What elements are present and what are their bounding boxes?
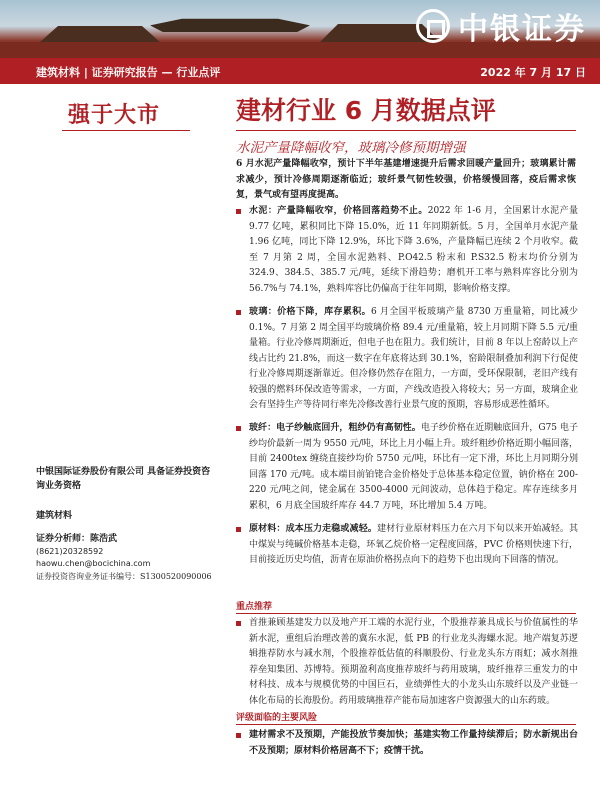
brand-name: 中银证券 [458,12,586,47]
bullet-picks [236,616,578,709]
bullet-lead: 原材料：成本压力走稳或减轻。 [249,524,377,534]
certificate-number: 证券投资咨询业务证书编号：S1300520090006 [36,572,212,581]
bullet-square-icon [236,209,241,214]
header-bar [0,58,600,84]
bullet-square-icon [236,310,241,315]
bullet-lead: 玻璃：价格下降，库存累积。 [249,307,372,317]
bullet-glass [236,305,578,414]
section-title: 评级面临的主要风险 [236,713,318,723]
bullet-risks [236,728,578,759]
divider [236,130,576,131]
boc-logo-icon [416,9,450,43]
bullet-square-icon [236,426,241,431]
analyst-name: 证券分析师：陈浩武 [36,534,118,544]
divider [62,130,190,131]
bullet-cement [236,204,578,297]
bullet-square-icon [236,527,241,532]
bullet-materials [236,522,578,569]
bullet-text: 6 月全国平板玻璃产量 8730 万重量箱，同比减少 0.1%。7 月第 2 周全国平均玻璃价格 89.4 元/重量箱，较上月同期下降 5.5 元/重量箱。行业冷修周期渐近，但电子也在阻力。我们统计，目前 8 年以上窑龄以上产线占比约 21.8%，而这一数字在年底将达到 30.1%，窑龄限制叠加利润下行促使行业冷修周期逐渐靠近。但冷修仍然存在阻力，一方面，受环保限制，老旧产线有较强的燃料环保改造等需求，一方面，产线改造投入将较大；另一方面，玻璃企业会有坚持生产等待同行率先冷修改善行业景气度的预期，容易形成恶性循环。 [249,307,578,410]
palace-roof-left [40,26,160,42]
divider [236,724,576,725]
bullet-lead: 水泥：产量降幅收窄，价格回落趋势不止。 [249,206,428,216]
sector-label: 建筑材料 [36,511,73,521]
rating: 强于大市 [68,103,161,128]
bullet-text: 电子纱价格在近期触底回升，G75 电子纱均价最新一周为 9550 元/吨，环比上月小幅上升。玻纤粗纱价格近期小幅回落，目前 2400tex 缠绕直接纱均价 5750 元/吨，环比有一定下滑，环比上月同期分别回落 170 元/吨。成本端目前铂铑合金价格处于总体基本稳定位置，钠价格在 200-220 元/吨之间，铑金属在 3500-4000 元间波动，总体趋于稳定。库存连续多月累积，6 月底全国玻纤库存 44.7 万吨，环比增加 5.4 万吨。 [249,423,578,511]
bullet-text: 建材行业原材料压力在六月下旬以来开始减轻。其中煤炭与纯碱价格基本走稳，环氧乙烷价格一定程度回落，PVC 价格则快速下行，目前接近历史均值，沥青在原油价格拐点向下的趋势下也出现向下回落的情况。 [249,524,578,565]
bullet-text: 建材需求不及预期，产能投放节奏加快；基建实物工作量持续滞后；防水新规出台不及预期；原材料价格居高不下；疫情干扰。 [249,730,578,756]
report-date: 2022 年 7 月 17 日 [480,66,586,79]
bullet-square-icon [236,621,241,626]
divider [236,613,576,614]
brand [416,4,586,48]
report-category: 建筑材料 | 证券研究报告 — 行业点评 [36,66,221,79]
section-title: 重点推荐 [236,602,273,612]
bullet-fiberglass [236,421,578,514]
analyst-phone: (8621)20328592 [36,547,104,556]
firm-name: 中银国际证券股份有限公司 具备证券投资咨询业务资格 [36,467,211,491]
page-title: 建材行业 6 月数据点评 [236,96,496,125]
bullet-square-icon [236,733,241,738]
summary: 6 月水泥产量降幅收窄，预计下半年基建增速提升后需求回暖产量回升；玻璃累计需求减少，预计冷修周期逐渐临近；玻纤景气韧性较强，价格缓慢回落，疫后需求恢复，景气或有望再度提高。 [236,159,576,200]
analyst-email[interactable]: haowu.chen@bocichina.com [36,559,151,568]
header-banner [0,0,600,58]
bullet-text: 首推兼顾基建发力以及地产开工端的水泥行业，个股推荐兼具成长与价值属性的华新水泥，重组后治理改善的冀东水泥，低 PB 的行业龙头海螺水泥。地产端复苏逻辑推荐防水与减水剂，个股推荐低估值的科顺股份、行业龙头东方雨虹；减水剂推荐垒知集团、苏博特。预期盈利高度推荐玻纤与药用玻璃，玻纤推荐三重发力的中材科技、成本与规模优势的中国巨石，业绩弹性大的小龙头山东玻纤以及产业链一体化布局的长海股份。药用玻璃推荐产能布局加速客户资源强大的山东药玻。 [249,618,578,706]
palace-roof-center [150,10,310,32]
subtitle: 水泥产量降幅收窄，玻璃冷修预期增强 [236,140,466,156]
bullet-lead: 玻纤：电子纱触底回升，粗纱仍有高韧性。 [249,423,421,433]
bullet-text: 2022 年 1-6 月，全国累计水泥产量 9.77 亿吨，累积同比下降 15.0%，近 11 年同期新低。5 月，全国单月水泥产量 1.96 亿吨，同比下降 12.9%，环比下降 3.6%，产量降幅已连续 2 个月收窄。截至 7 月第 2 周，全国水泥熟料、P.O42.5 粉末和 P.S32.5 粉末均价分别为 324.9、384.5、385.7 元/吨，延续下滑趋势；磨机开工率与熟料库容比分别为 56.7%与 74.1%，熟料库容比仍偏高于往年同期，影响价格支撑。 [249,206,578,294]
